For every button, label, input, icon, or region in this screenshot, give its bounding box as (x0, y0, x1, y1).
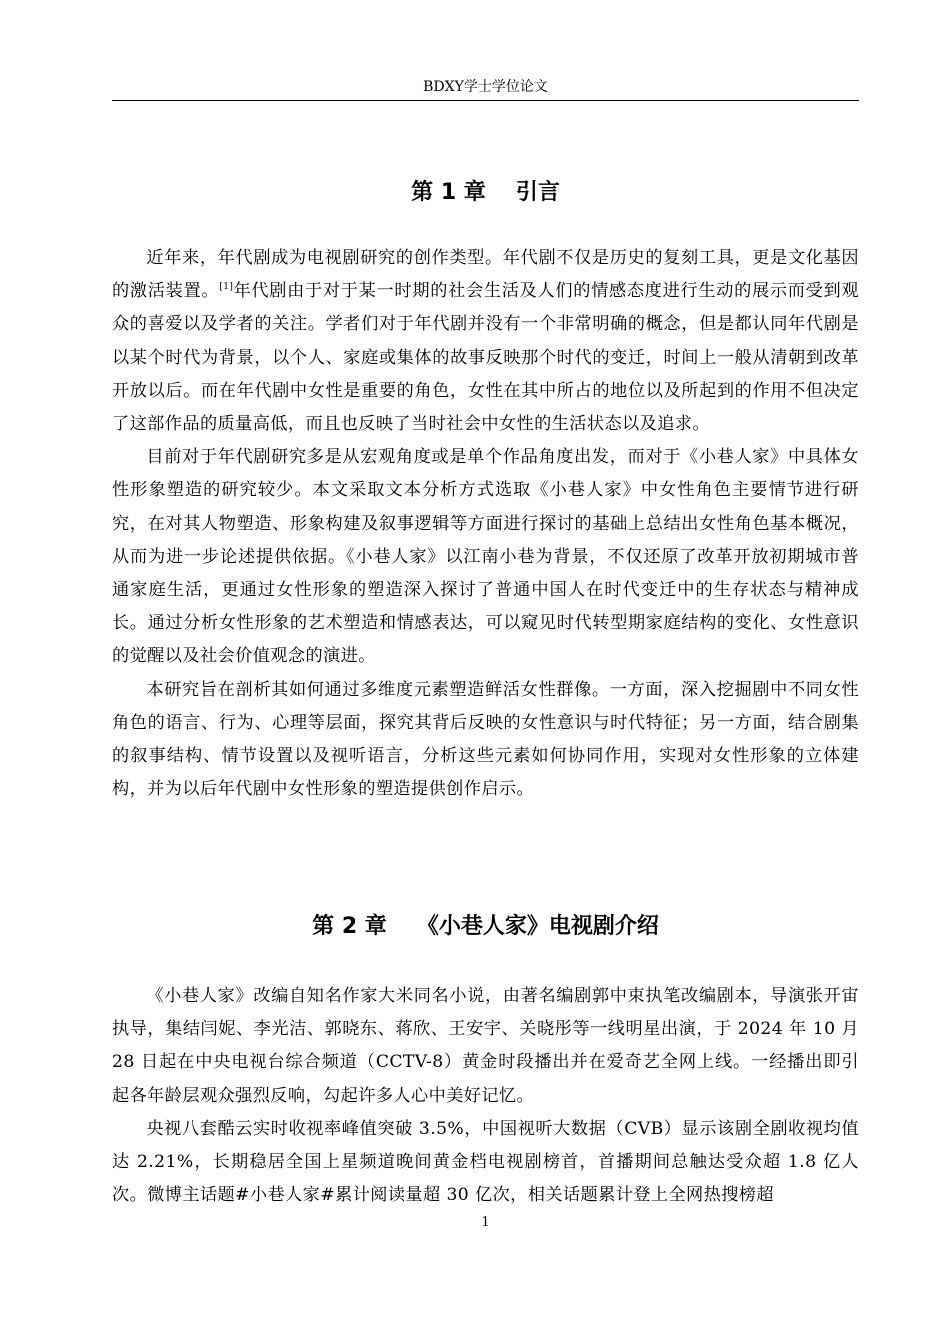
chapter-1-paragraph-3: 本研究旨在剖析其如何通过多维度元素塑造鲜活女性群像。一方面，深入挖掘剧中不同女性角色的语言、行为、心理等层面，探究其背后反映的女性意识与时代特征；另一方面，结合剧集的叙事结构、情节设置以及视听语言，分析这些元素如何协同作用，实现对女性形象的立体建构，并为以后年代剧中女性形象的塑造提供创作启示。 (112, 679, 859, 800)
page-number: 1 (481, 1215, 490, 1230)
chapter-2-paragraph-1: 《小巷人家》改编自知名作家大米同名小说，由著名编剧郭中束执笔改编剧本，导演张开宙执导，集结闫妮、李光洁、郭晓东、蒋欣、王安宇、关晓彤等一线明星出演，于 2024 年 10 月 28 日起在中央电视台综合频道（CCTV-8）黄金时段播出并在爱奇艺全网上线。一经播出即引起各年龄层观众强烈反响，勾起许多人心中美好记忆。 (112, 986, 859, 1106)
chapter-1-name: 引言 (515, 180, 560, 205)
chapter-2-title (112, 912, 859, 942)
chapter-1-title (112, 178, 859, 208)
paragraph-text: 近年来，年代剧成为电视剧研究的创作类型。年代剧不仅是历史的复刻工具，更是文化基因的激活装置。 (112, 248, 859, 302)
chapter-1-paragraph-2: 目前对于年代剧研究多是从宏观角度或是单个作品角度出发，而对于《小巷人家》中具体女性形象塑造的研究较少。本文采取文本分析方式选取《小巷人家》中女性角色主要情节进行研究，在对其人物塑造、形象构建及叙事逻辑等方面进行探讨的基础上总结出女性角色基本概况，从而为进一步论述提供依据。《小巷人家》以江南小巷为背景，不仅还原了改革开放初期城市普通家庭生活，更通过女性形象的塑造深入探讨了普通中国人在时代变迁中的生存状态与精神成长。通过分析女性形象的艺术塑造和情感表达，可以窥见时代转型期家庭结构的变化、女性意识的觉醒以及社会价值观念的演进。 (112, 447, 859, 667)
header-title: BDXY学士学位论文 (423, 79, 548, 95)
chapter-2-paragraph-2: 央视八套酷云实时收视率峰值突破 3.5%，中国视听大数据（CVB）显示该剧全剧收视均值达 2.21%，长期稳居全国上星频道晚间黄金档电视剧榜首，首播期间总触达受众超 1.8 亿人次。微博主话题#小巷人家#累计阅读量超 30 亿次，相关话题累计登上全网热搜榜超 (112, 1118, 859, 1206)
chapter-1-number: 第 1 章 (411, 180, 486, 205)
chapter-1-paragraph-1 (112, 242, 859, 441)
header-divider (112, 100, 859, 101)
chapter-1-body (112, 242, 859, 806)
running-header (112, 76, 859, 100)
paragraph-text: 年代剧由于对于某一时期的社会生活及人们的情感态度进行生动的展示而受到观众的喜爱以及学者的关注。学者们对于年代剧并没有一个非常明确的概念，但是都认同年代剧是以某个时代为背景，以个人、家庭或集体的故事反映那个时代的变迁，时间上一般从清朝到改革开放以后。而在年代剧中女性是重要的角色，女性在其中所占的地位以及所起到的作用不但决定了这部作品的质量高低，而且也反映了当时社会中女性的生活状态以及追求。 (112, 281, 859, 435)
chapter-2-number: 第 2 章 (312, 914, 387, 939)
citation-marker: [1] (219, 282, 234, 293)
chapter-2-name: 《小巷人家》电视剧介绍 (416, 914, 659, 939)
chapter-2-body (112, 980, 859, 1212)
